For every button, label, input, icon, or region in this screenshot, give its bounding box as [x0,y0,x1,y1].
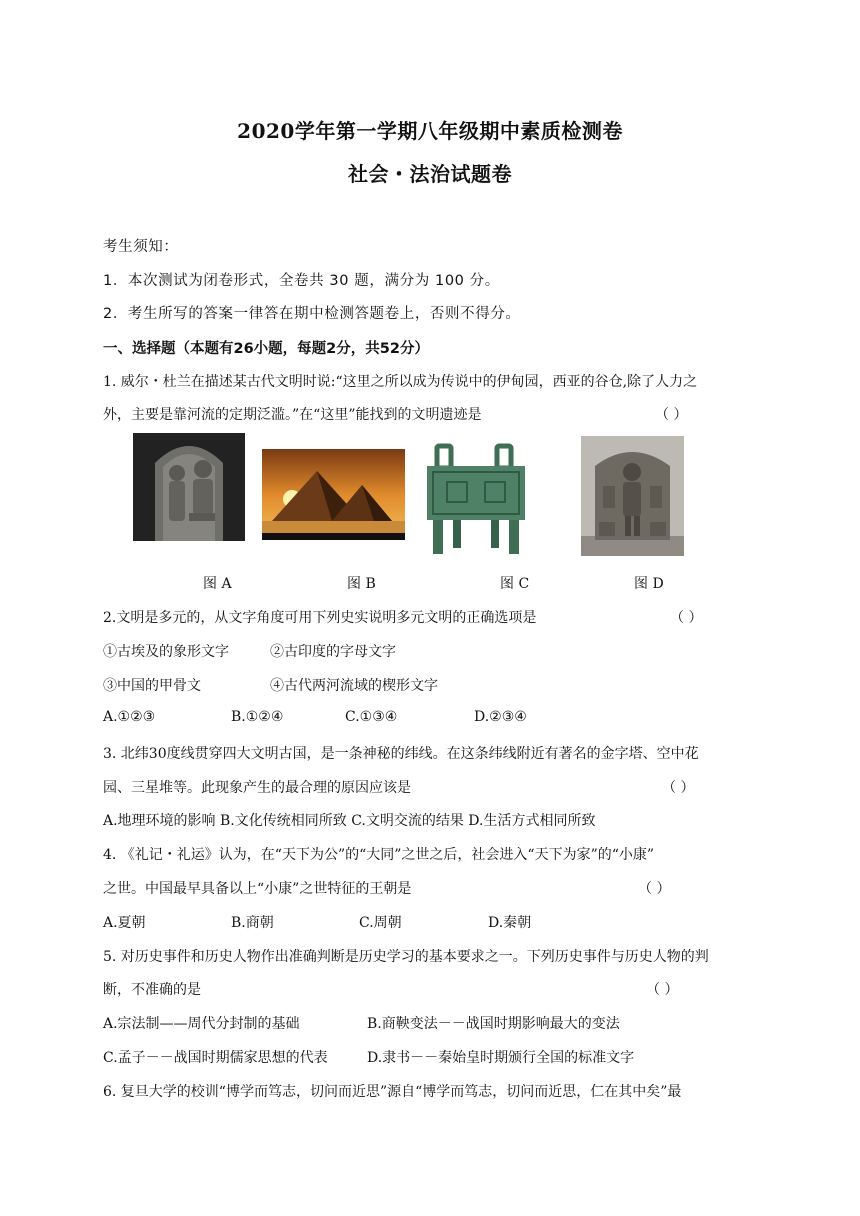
exam-subtitle: 社会・法治试题卷 [348,162,512,186]
q4-stem-line1: 4. 《礼记・礼运》认为，在“天下为公”的“大同”之世之后，社会进入“天下为家”的“小康” [103,847,655,863]
figure-b-pyramids-image [262,449,405,540]
q6-stem-line1: 6. 复旦大学的校训“博学而笃志，切问而近思”源自“博学而笃志，切问而近思，仁在其中矣”最 [103,1084,682,1100]
q2-stem: 2.文明是多元的，从文字角度可用下列史实说明多元文明的正确选项是 [103,610,537,626]
q2-statement-3: ③中国的甲骨文 [103,678,201,694]
figure-d-stone-relief-image [581,436,684,556]
figure-c-caption: 图 C [500,576,530,592]
figure-b-caption: 图 B [347,576,376,592]
q3-answer-blank: （ ） [662,780,695,796]
q1-stem-line1: 1. 威尔・杜兰在描述某古代文明时说:“这里之所以成为传说中的伊甸园，西亚的谷仓,除了人力之 [103,374,698,390]
notice-item-1: 1．本次测试为闭卷形式，全卷共 30 题，满分为 100 分。 [103,273,500,289]
q2-choice-d: D.②③④ [474,709,527,725]
section-heading: 一、选择题（本题有26小题，每题2分，共52分） [103,341,429,357]
q4-answer-blank: （ ） [638,881,671,897]
q2-answer-blank: （ ） [670,610,703,626]
q5-answer-blank: （ ） [646,982,679,998]
q1-answer-blank: （ ） [655,407,688,423]
q5-choice-a: A.宗法制——周代分封制的基础 [103,1016,300,1032]
q5-choice-d: D.隶书－－秦始皇时期颁行全国的标准文字 [367,1050,635,1066]
q4-choice-b: B.商朝 [231,915,274,931]
q2-choice-b: B.①②④ [231,709,284,725]
q3-stem-line1: 3. 北纬30度线贯穿四大文明古国，是一条神秘的纬线。在这条纬线附近有著名的金字塔、空中花 [103,746,699,762]
figure-d-caption: 图 D [634,576,664,592]
q3-stem-line2: 园、三星堆等。此现象产生的最合理的原因应该是 [103,780,411,796]
exam-title: 2020学年第一学期八年级期中素质检测卷 [237,119,623,143]
q4-choice-a: A.夏朝 [103,915,146,931]
q4-stem-line2: 之世。中国最早具备以上“小康”之世特征的王朝是 [103,881,412,897]
q5-stem-line1: 5. 对历史事件和历史人物作出准确判断是历史学习的基本要求之一。下列历史事件与历史人物的判 [103,949,709,965]
figure-a-stele-image [133,433,245,541]
q5-choice-b: B.商鞅变法－－战国时期影响最大的变法 [367,1016,620,1032]
q2-choice-c: C.①③④ [345,709,398,725]
q5-stem-line2: 断，不准确的是 [103,982,201,998]
q2-choice-a: A.①②③ [103,709,156,725]
q2-statement-1: ①古埃及的象形文字 [103,644,229,660]
figure-c-bronze-ding-image [417,442,535,558]
q3-choices: A.地理环境的影响 B.文化传统相同所致 C.文明交流的结果 D.生活方式相同所致 [103,813,596,829]
q4-choice-c: C.周朝 [359,915,402,931]
q1-stem-line2: 外，主要是靠河流的定期泛滥。”在“这里”能找到的文明遗迹是 [103,407,482,423]
q2-statement-4: ④古代两河流域的楔形文字 [270,678,438,694]
figure-a-caption: 图 A [203,576,232,592]
q2-statement-2: ②古印度的字母文字 [270,644,396,660]
notice-heading: 考生须知： [103,239,179,255]
q4-choice-d: D.秦朝 [488,915,532,931]
q5-choice-c: C.孟子－－战国时期儒家思想的代表 [103,1050,328,1066]
notice-item-2: 2．考生所写的答案一律答在期中检测答题卷上，否则不得分。 [103,306,521,322]
